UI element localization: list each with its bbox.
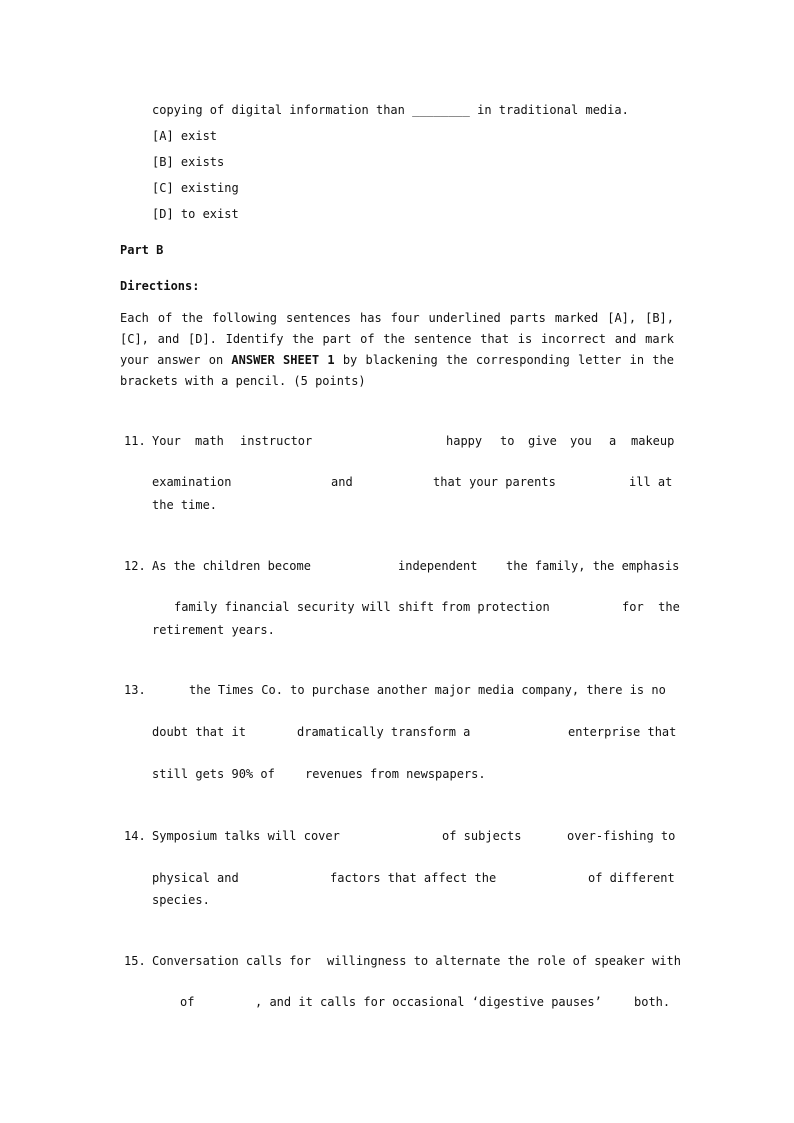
q11-text: and bbox=[331, 475, 353, 489]
q14-text: over-fishing to bbox=[567, 829, 676, 843]
q11-number: 11. bbox=[124, 434, 146, 448]
q15-text: willingness to alternate the role of speaker with bbox=[327, 954, 682, 968]
q13-text: still gets 90% of bbox=[152, 767, 275, 781]
q11-text: you bbox=[570, 434, 592, 448]
q14-text: species. bbox=[152, 893, 210, 907]
q11-text: to bbox=[500, 434, 515, 448]
q12-text: the family, the emphasis bbox=[506, 559, 680, 573]
q10-option-b: [B] exists bbox=[152, 155, 225, 169]
q14-text: Symposium talks will cover bbox=[152, 829, 340, 843]
q11-text: happy bbox=[446, 434, 483, 448]
q11-text: give bbox=[528, 434, 557, 448]
q10-option-a: [A] exist bbox=[152, 129, 218, 143]
q15-text: both. bbox=[634, 995, 671, 1009]
q12-number: 12. bbox=[124, 559, 146, 573]
q11-text: instructor bbox=[240, 434, 313, 448]
q15-text: Conversation calls for bbox=[152, 954, 311, 968]
q10-option-d: [D] to exist bbox=[152, 207, 239, 221]
q10-option-c: [C] existing bbox=[152, 181, 239, 195]
q14-text: physical and bbox=[152, 871, 239, 885]
directions-text-pre: Each of the following sentences has four underlined parts marked [A], [B], [C], and [D]. Identify the part of the sentence that is incorrect and mark your answer on bbox=[120, 311, 674, 367]
directions-paragraph bbox=[120, 308, 674, 392]
directions-text-post: by blackening the corresponding letter in the brackets with a pencil. (5 points) bbox=[120, 353, 674, 388]
directions-label: Directions: bbox=[120, 279, 200, 293]
q14-text: factors that affect the bbox=[330, 871, 497, 885]
q13-text: dramatically transform a bbox=[297, 725, 471, 739]
q11-text: examination bbox=[152, 475, 232, 489]
q15-number: 15. bbox=[124, 954, 146, 968]
q15-text: of bbox=[180, 995, 195, 1009]
q12-text: independent bbox=[398, 559, 478, 573]
q13-number: 13. bbox=[124, 683, 146, 697]
q15-text: , and it calls for occasional ‘digestive pauses’ bbox=[255, 995, 602, 1009]
q13-text: the Times Co. to purchase another major media company, there is no bbox=[189, 683, 666, 697]
q12-text: As the children become bbox=[152, 559, 311, 573]
q14-number: 14. bbox=[124, 829, 146, 843]
q12-text: family financial security will shift from protection bbox=[174, 600, 550, 614]
q11-text: the time. bbox=[152, 498, 218, 512]
q11-text: a bbox=[609, 434, 617, 448]
q11-text: makeup bbox=[631, 434, 675, 448]
q12-text: for the bbox=[622, 600, 680, 614]
answer-sheet-label: ANSWER SHEET 1 bbox=[231, 353, 335, 367]
part-b-title: Part B bbox=[120, 243, 164, 257]
q13-text: doubt that it bbox=[152, 725, 246, 739]
q11-text: that your parents bbox=[433, 475, 556, 489]
q11-text: Your bbox=[152, 434, 181, 448]
q11-text: ill at bbox=[629, 475, 673, 489]
q12-text: retirement years. bbox=[152, 623, 275, 637]
q13-text: enterprise that bbox=[568, 725, 677, 739]
q14-text: of different bbox=[588, 871, 675, 885]
q11-text: math bbox=[195, 434, 224, 448]
q13-text: revenues from newspapers. bbox=[305, 767, 486, 781]
q10-stem-end: copying of digital information than ________ in traditional media. bbox=[152, 103, 629, 117]
q14-text: of subjects bbox=[442, 829, 522, 843]
